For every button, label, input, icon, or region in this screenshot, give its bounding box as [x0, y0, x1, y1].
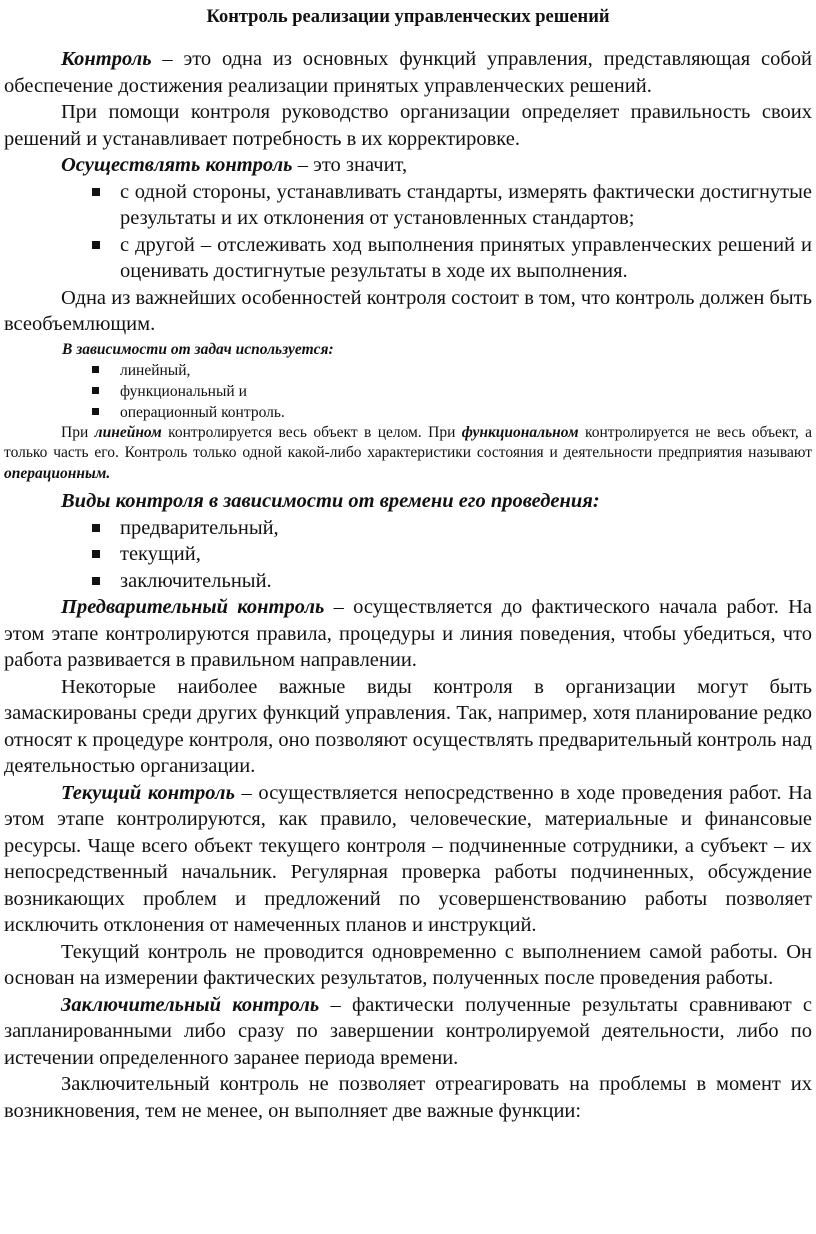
term-operational: операционным.	[4, 464, 111, 482]
paragraph-masked-control: Некоторые наиболее важные виды контроля в организации могут быть замаскированы среди других функций управления. Так, например, хотя планирование редко относят к процедуре контроля, оно позволяют осуществлять предварительный контроль над деятельностью организации.	[4, 675, 812, 777]
list-control-aspects	[4, 179, 812, 285]
square-bullet-icon	[92, 241, 100, 249]
paragraph-management: При помощи контроля руководство организации определяет правильность своих решений и устанавливает потребность в их корректировке.	[4, 101, 812, 150]
list-control-types-by-time	[4, 515, 812, 595]
list-control-types-by-task	[4, 360, 812, 423]
term-final-control: Заключительный контроль	[61, 993, 320, 1016]
list-item-text: текущий,	[120, 543, 201, 565]
term-exercise-control: Осуществлять контроль	[61, 154, 293, 176]
list-item-text: предварительный,	[120, 516, 279, 539]
paragraph-control-definition	[4, 46, 812, 99]
subheading-by-tasks: В зависимости от задач используется:	[62, 340, 334, 358]
square-bullet-icon	[92, 408, 99, 415]
paragraph-text: – фактически полученные результаты сравнивают с запланированными либо сразу по завершении контролируемой деятельности, либо по истечении определенного заранее периода времени.	[4, 993, 812, 1069]
list-item	[4, 360, 812, 381]
document-title: Контроль реализации управленческих решений	[206, 7, 610, 27]
term-linear: линейном	[94, 423, 162, 441]
list-item	[4, 232, 812, 285]
list-item	[4, 568, 812, 595]
square-bullet-icon	[92, 524, 100, 532]
paragraph-text: При	[61, 423, 95, 441]
list-item	[4, 402, 812, 423]
list-item-text: заключительный.	[120, 569, 272, 592]
paragraph-linear-functional	[4, 423, 812, 485]
paragraph-text: – это одна из основных функций управления, представляющая собой обеспечение достижения реализации принятых управленческих решений.	[4, 48, 812, 97]
list-item	[4, 381, 812, 402]
list-item-text: функциональный и	[120, 382, 247, 400]
paragraph-exercise-control	[4, 152, 812, 179]
list-item-text: линейный,	[120, 361, 191, 379]
list-item-text: с другой – отслеживать ход выполнения принятых управленческих решений и оценивать достигнутые результаты в ходе их выполнения.	[120, 233, 812, 282]
list-item-text: операционный контроль.	[120, 403, 285, 421]
square-bullet-icon	[92, 387, 99, 394]
paragraph-text: – осуществляется до фактического начала работ. На этом этапе контролируются правила, процедуры и линия поведения, чтобы убедиться, что работа развивается в правильном направлении.	[4, 596, 812, 671]
list-item	[4, 541, 812, 568]
paragraph-final-control-functions: Заключительный контроль не позволяет отреагировать на проблемы в момент их возникновения, тем не менее, он выполняет две важные функции:	[4, 1073, 812, 1122]
paragraph-text: – осуществляется непосредственно в ходе проведения работ. На этом этапе контролируются, как правило, человеческие, материальные и финансовые ресурсы. Чаще всего объект текущего контроля – подчиненные сотрудники, а субъект – их непосредственный начальник. Регулярная проверка работы подчиненных, обсуждение возникающих проблем и предложений по усовершенствованию работы позволяет исключить отклонения от намеченных планов и инструкций.	[4, 781, 812, 936]
paragraph-comprehensive: Одна из важнейших особенностей контроля состоит в том, что контроль должен быть всеобъемлющим.	[4, 286, 812, 335]
paragraph-current-control	[4, 780, 812, 939]
list-item	[4, 515, 812, 542]
list-item-text: с одной стороны, устанавливать стандарты, измерять фактически достигнутые результаты и их отклонения от установленных стандартов;	[120, 180, 812, 229]
square-bullet-icon	[92, 577, 100, 585]
square-bullet-icon	[92, 550, 100, 558]
term-functional: функциональном	[461, 423, 579, 441]
paragraph-final-control	[4, 992, 812, 1072]
paragraph-text: – это значит,	[292, 154, 408, 176]
square-bullet-icon	[92, 188, 100, 196]
paragraph-preliminary-control	[4, 594, 812, 674]
paragraph-current-control-timing: Текущий контроль не проводится одновременно с выполнением самой работы. Он основан на измерении фактических результатов, полученных после проведения работы.	[4, 940, 812, 989]
term-control: Контроль	[61, 48, 152, 70]
square-bullet-icon	[92, 366, 99, 373]
term-preliminary-control: Предварительный контроль	[61, 596, 325, 618]
paragraph-text: контролируется не весь объект, а только часть его. Контроль только одной какой-либо характеристики состояния и деятельности предприятия называют	[4, 423, 812, 461]
subheading-by-time: Виды контроля в зависимости от времени его проведения:	[61, 490, 600, 512]
list-item	[4, 179, 812, 232]
paragraph-text: контролируется весь объект в целом. При	[161, 423, 462, 441]
term-current-control: Текущий контроль	[61, 781, 235, 804]
